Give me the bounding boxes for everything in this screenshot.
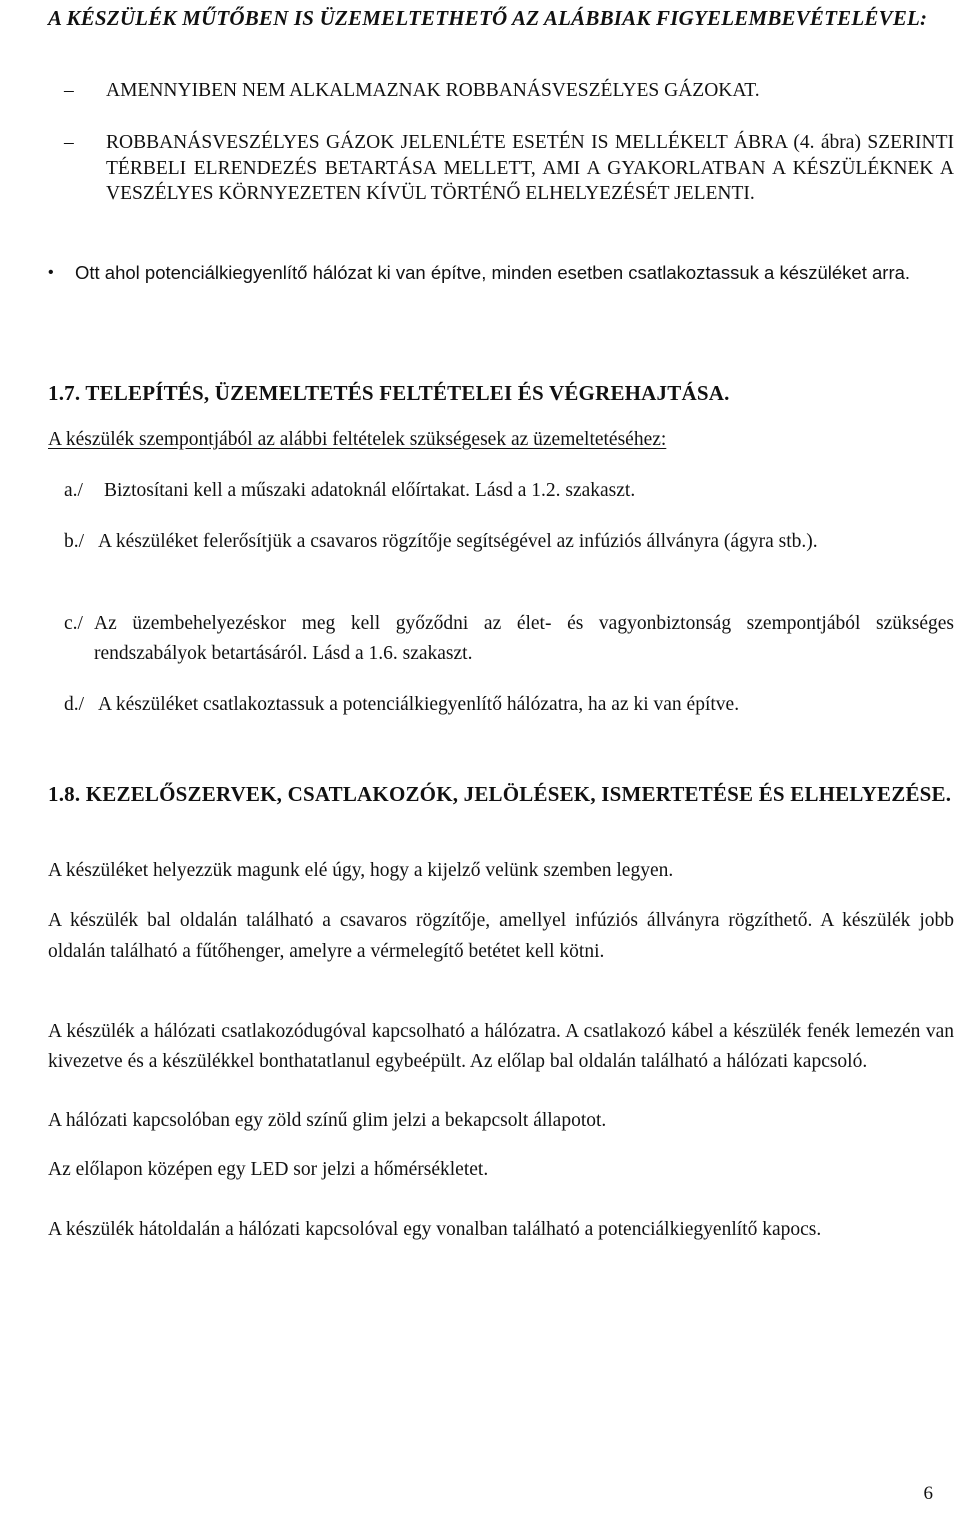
list-label: a./	[64, 480, 83, 501]
paragraph: Az előlapon középen egy LED sor jelzi a hőmérsékletet.	[48, 1159, 489, 1180]
list-text: Biztosítani kell a műszaki adatoknál előírtakat. Lásd a 1.2. szakaszt.	[104, 480, 636, 501]
list-text: A készüléket felerősítjük a csavaros rögzítője segítségével az infúziós állványra (ágyra stb.).	[98, 531, 818, 552]
dash-item-text: ROBBANÁSVESZÉLYES GÁZOK JELENLÉTE ESETÉN IS MELLÉKELT ÁBRA (4. ábra) SZERINTI TÉRBELI ELRENDEZÉS BETARTÁSA MELLETT, AMI A GYAKORLATBAN A KÉSZÜLÉKNEK A VESZÉLYES KÖRNYEZETEN KÍVÜL TÖRTÉNŐ ELHELYEZÉSÉT JELENTI.	[106, 132, 954, 204]
list-text: Az üzembehelyezéskor meg kell győződni az élet- és vagyonbiztonság szempontjából szükséges rendszabályok betartásáról. Lásd a 1.6. szakaszt.	[94, 613, 954, 664]
paragraph: A készüléket helyezzük magunk elé úgy, hogy a kijelző velünk szemben legyen.	[48, 860, 674, 881]
list-label: d./	[64, 694, 85, 715]
paragraph: A készülék bal oldalán található a csavaros rögzítője, amellyel infúziós állványra rögzíthető. A készülék jobb oldalán található a fűtőhenger, amelyre a vérmelegítő betétet kell kötni.	[48, 910, 954, 962]
section-intro: A készülék szempontjából az alábbi feltételek szükségesek az üzemeltetéséhez:	[48, 429, 667, 450]
paragraph: A készülék a hálózati csatlakozódugóval kapcsolható a hálózatra. A csatlakozó kábel a készülék fenék lemezén van kivezetve és a készülékkel bonthatatlanul egybeépült. Az előlap bal oldalán található a hálózati kapcsoló.	[48, 1021, 954, 1072]
bullet-item-text: Ott ahol potenciálkiegyenlítő hálózat ki van építve, minden esetben csatlakoztassuk a készüléket arra.	[75, 262, 911, 283]
dash-item-text: AMENNYIBEN NEM ALKALMAZNAK ROBBANÁSVESZÉLYES GÁZOKAT.	[106, 80, 760, 101]
paragraph: A hálózati kapcsolóban egy zöld színű glim jelzi a bekapcsolt állapotot.	[48, 1110, 607, 1131]
page-number: 6	[923, 1483, 933, 1504]
section-title-1-8: 1.8. KEZELŐSZERVEK, CSATLAKOZÓK, JELÖLÉSEK, ISMERTETÉSE ÉS ELHELYEZÉSE.	[48, 782, 952, 806]
dash-marker: –	[64, 80, 74, 101]
section-title-1-7: 1.7. TELEPÍTÉS, ÜZEMELTETÉS FELTÉTELEI ÉS VÉGREHAJTÁSA.	[48, 381, 730, 405]
list-text: A készüléket csatlakoztassuk a potenciálkiegyenlítő hálózatra, ha az ki van építve.	[98, 694, 740, 715]
list-label: b./	[64, 531, 85, 552]
heading-italic: A KÉSZÜLÉK MŰTŐBEN IS ÜZEMELTETHETŐ AZ ALÁBBIAK FIGYELEMBEVÉTELÉVEL:	[48, 6, 928, 30]
dash-marker: –	[64, 132, 74, 153]
bullet-marker: •	[48, 264, 54, 281]
paragraph: A készülék hátoldalán a hálózati kapcsolóval egy vonalban található a potenciálkiegyenlítő kapocs.	[48, 1219, 822, 1240]
list-label: c./	[64, 613, 83, 634]
